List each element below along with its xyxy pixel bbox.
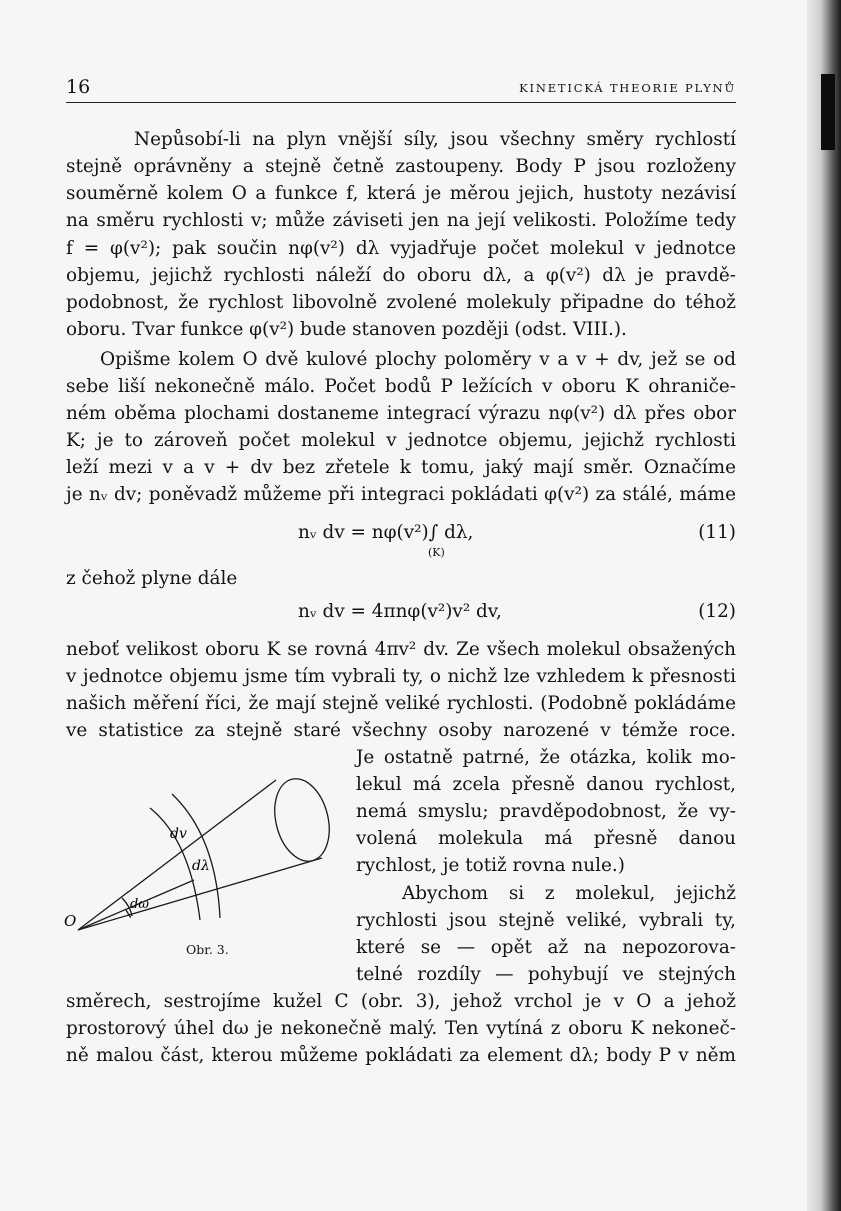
label-domega: dω bbox=[130, 897, 149, 912]
text-line: v jednotce objemu jsme tím vybrali ty, o nichž lze vzhledem k přesnosti bbox=[66, 666, 736, 687]
text-line: ném oběma plochami dostaneme integrací výrazu nφ(v²) dλ přes obor bbox=[66, 403, 736, 424]
text-line: volená molekula má přesně danou bbox=[356, 828, 736, 849]
equation-11: nᵥ dv = nφ(v²)∫ dλ, bbox=[298, 522, 474, 543]
text-line: Abychom si z molekul, jejichž bbox=[402, 883, 736, 904]
text-line: nemá smyslu; pravděpodobnost, že vy- bbox=[356, 801, 736, 822]
equation-12: nᵥ dv = 4πnφ(v²)v² dv, bbox=[298, 601, 502, 622]
figure-caption: Obr. 3. bbox=[186, 942, 229, 957]
label-origin: O bbox=[64, 912, 77, 930]
text-line: sebe liší nekonečně málo. Počet bodů P ležících v oboru K ohraniče- bbox=[66, 376, 736, 397]
label-dv: dv bbox=[170, 826, 187, 842]
running-title: KINETICKÁ THEORIE PLYNŮ bbox=[519, 81, 736, 95]
text-line: leží mezi v a v + dv bez zřetele k tomu, jaký mají směr. Označíme bbox=[66, 457, 736, 478]
text-line: oboru. Tvar funkce φ(v²) bude stanoven později (odst. VIII.). bbox=[66, 319, 627, 340]
text-line: ve statistice za stejně staré všechny osoby narozené v témže roce. bbox=[66, 720, 736, 741]
text-line: podobnost, že rychlost libovolně zvolené molekuly připadne do téhož bbox=[66, 292, 736, 313]
text-line: Opišme kolem O dvě kulové plochy poloměry v a v + dv, jež se od bbox=[100, 349, 736, 370]
text-line: které se — opět až na nepozorova- bbox=[356, 937, 736, 958]
cone-upper-edge bbox=[78, 780, 276, 930]
text-line: směrech, sestrojíme kužel C (obr. 3), jehož vrchol je v O a jehož bbox=[66, 991, 736, 1012]
text-line: telné rozdíly — pohybují ve stejných bbox=[356, 964, 736, 985]
text-line: objemu, jejichž rychlosti náleží do oboru dλ, a φ(v²) dλ je pravdě- bbox=[66, 265, 736, 286]
page-number: 16 bbox=[66, 76, 91, 98]
text-line: ně malou část, kterou můžeme pokládati za element dλ; body P v něm bbox=[66, 1045, 736, 1066]
text-line: na směru rychlosti v; může záviseti jen na její velikosti. Položíme tedy bbox=[66, 210, 736, 231]
text-line: K; je to zároveň počet molekul v jednotce objemu, jejichž rychlosti bbox=[66, 430, 736, 451]
arc-v-plus-dv bbox=[172, 794, 220, 918]
text-line: je nᵥ dv; poněvadž můžeme při integraci pokládati φ(v²) za stálé, máme bbox=[66, 484, 736, 505]
text-line: lekul má zcela přesně danou rychlost, bbox=[356, 774, 736, 795]
binding-mark bbox=[821, 74, 835, 150]
cone-figure bbox=[64, 770, 354, 950]
equation-11-subscript: (K) bbox=[428, 546, 445, 559]
text-line: Je ostatně patrné, že otázka, kolik mo- bbox=[356, 747, 736, 768]
text-line: neboť velikost oboru K se rovná 4πv² dv. Ze všech molekul obsažených bbox=[66, 639, 736, 660]
text-line: souměrně kolem O a funkce f, která je měrou jejich, hustoty nezávisí bbox=[66, 183, 736, 204]
equation-number-12: (12) bbox=[698, 601, 736, 622]
page-header bbox=[66, 76, 736, 103]
text-line: z čehož plyne dále bbox=[66, 568, 238, 589]
text-line: rychlost, je totiž rovna nule.) bbox=[356, 855, 625, 876]
text-line: rychlosti jsou stejně veliké, vybrali ty, bbox=[356, 910, 736, 931]
text-line: našich měření říci, že mají stejně veliké rychlosti. (Podobně pokládáme bbox=[66, 693, 736, 714]
text-line: Nepůsobí-li na plyn vnější síly, jsou všechny směry rychlostí bbox=[134, 129, 736, 150]
text-line: stejně oprávněny a stejně četně zastoupeny. Body P jsou rozloženy bbox=[66, 156, 736, 177]
label-dlambda: dλ bbox=[192, 858, 210, 874]
page-edge-shadow bbox=[807, 0, 841, 1211]
equation-number-11: (11) bbox=[698, 522, 736, 543]
text-line: prostorový úhel dω je nekonečně malý. Ten vytíná z oboru K nekoneč- bbox=[66, 1018, 736, 1039]
cone-base-ellipse bbox=[267, 773, 338, 867]
text-line: f = φ(v²); pak součin nφ(v²) dλ vyjadřuje počet molekul v jednotce bbox=[66, 238, 736, 259]
